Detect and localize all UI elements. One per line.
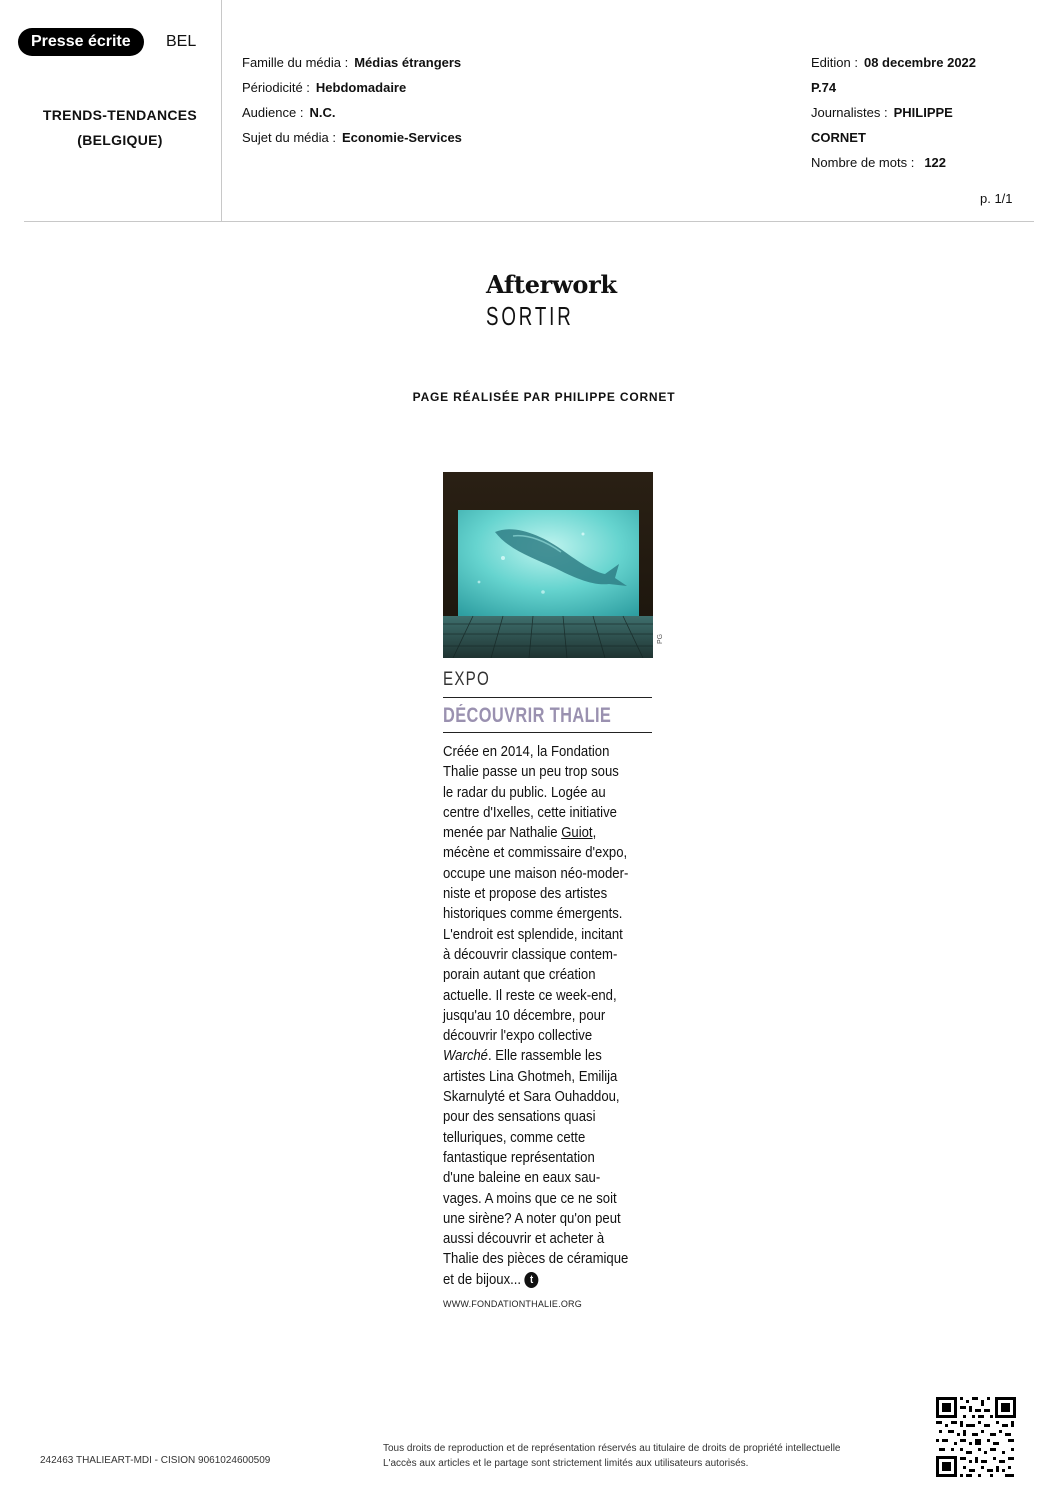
media-subject-value: Economie-Services [341, 130, 462, 145]
media-family-label: Famille du média : [242, 55, 349, 70]
body-line: historiques comme émergents. [443, 905, 623, 923]
photo-credit: PG [657, 633, 664, 644]
document-id: 242463 THALIEART-MDI - CISION 9061024600509 [40, 1455, 271, 1466]
article-photo-whale [443, 472, 653, 658]
body-line: Skarnulyté et Sara Ouhaddou, [443, 1088, 620, 1106]
exhibition-title: Warché [443, 1047, 488, 1065]
underlined-name: Guiot [561, 824, 593, 842]
body-line: porain autant que création [443, 966, 596, 984]
edition-date: 08 decembre 2022 [863, 55, 977, 70]
edition-label: Edition : [811, 55, 858, 70]
word-count-value: 122 [924, 155, 947, 170]
body-line: d'une baleine en eaux sau- [443, 1169, 601, 1187]
media-type-badge: Presse écrite [18, 28, 144, 56]
body-line [443, 1270, 644, 1290]
body-line [443, 823, 644, 843]
article-headline: DÉCOUVRIR THALIE [443, 704, 612, 727]
edition-row [811, 50, 976, 75]
outlet-name [24, 103, 216, 153]
qr-code-icon [936, 1397, 1016, 1477]
country-code: BEL [166, 33, 197, 50]
magazine-section: SORTIR [486, 301, 574, 331]
article-body [443, 742, 673, 1290]
journalists-row [811, 100, 976, 125]
outlet-name-line1: TRENDS-TENDANCES [42, 107, 198, 123]
journalists-value-cont: CORNET [811, 130, 866, 145]
header-divider-vertical [221, 0, 222, 221]
body-text-fragment: . Elle rassemble les [487, 1047, 602, 1065]
word-count-row [811, 150, 976, 175]
rights-line-2: L'accès aux articles et le partage sont strictement limités aux utilisateurs autorisés. [383, 1458, 749, 1469]
body-line: aussi découvrir et acheter à [443, 1230, 605, 1248]
page-reference: P.74 [811, 80, 837, 95]
article-kicker: EXPO [443, 669, 491, 690]
body-line: mécène et commissaire d'expo, [443, 844, 628, 862]
page-number: p. 1/1 [980, 191, 1013, 206]
journalists-label: Journalistes : [811, 105, 888, 120]
magazine-title: Afterwork [486, 270, 617, 299]
outlet-name-line2: (BELGIQUE) [77, 132, 163, 148]
word-count-label: Nombre de mots : [811, 155, 915, 170]
media-subject-row [242, 125, 462, 150]
edition-info [811, 50, 976, 175]
media-info [242, 50, 462, 150]
rights-notice [383, 1441, 841, 1471]
body-line: à découvrir classique contem- [443, 945, 618, 963]
body-line: le radar du public. Logée au [443, 783, 606, 801]
body-line: Créée en 2014, la Fondation [443, 743, 610, 760]
website-link[interactable]: WWW.FONDATIONTHALIE.ORG [443, 1299, 582, 1309]
audience-value: N.C. [309, 105, 336, 120]
body-line: jusqu'au 10 décembre, pour [443, 1006, 606, 1024]
body-line: Thalie des pièces de céramique [443, 1250, 629, 1268]
body-line: pour des sensations quasi [443, 1108, 596, 1126]
media-family-value: Médias étrangers [354, 55, 462, 70]
kicker-rule [443, 697, 652, 698]
rights-line-1: Tous droits de reproduction et de représentation réservés au titulaire de droits de propriété intellectuelle [383, 1443, 841, 1454]
body-line [443, 1046, 644, 1066]
headline-rule [443, 732, 652, 733]
header-divider-horizontal [24, 221, 1034, 222]
body-text-fragment: et de bijoux... [443, 1270, 522, 1288]
body-line: occupe une maison néo-moder- [443, 864, 629, 882]
body-line: telluriques, comme cette [443, 1128, 586, 1146]
body-line: L'endroit est splendide, incitant [443, 925, 623, 943]
journalists-value: PHILIPPE [893, 105, 953, 120]
audience-row [242, 100, 462, 125]
page-credit: PAGE RÉALISÉE PAR PHILIPPE CORNET [412, 390, 676, 404]
media-family-row [242, 50, 462, 75]
periodicity-value: Hebdomadaire [315, 80, 407, 95]
body-text-fragment: menée par Nathalie [443, 824, 562, 842]
body-line: découvrir l'expo collective [443, 1027, 593, 1045]
periodicity-label: Périodicité : [242, 80, 310, 95]
body-line: Thalie passe un peu trop sous [443, 763, 619, 781]
body-line: centre d'Ixelles, cette initiative [443, 803, 617, 821]
body-line: vages. A moins que ce ne soit [443, 1189, 617, 1207]
body-line: artistes Lina Ghotmeh, Emilija [443, 1067, 618, 1085]
body-line: fantastique représentation [443, 1148, 595, 1166]
body-line: actuelle. Il reste ce week-end, [443, 986, 617, 1004]
periodicity-row [242, 75, 462, 100]
body-line: niste et propose des artistes [443, 885, 608, 903]
article-end-icon: t [525, 1272, 539, 1288]
audience-label: Audience : [242, 105, 304, 120]
body-text-fragment: , [592, 824, 597, 842]
media-subject-label: Sujet du média : [242, 130, 336, 145]
body-line: une sirène? A noter qu'on peut [443, 1209, 621, 1227]
